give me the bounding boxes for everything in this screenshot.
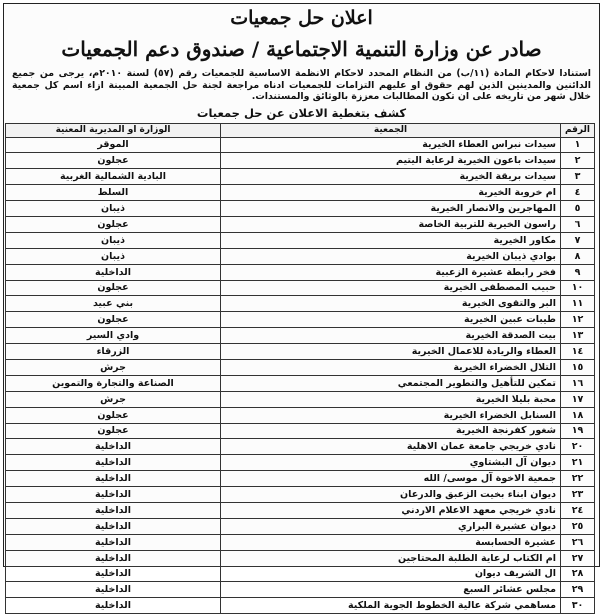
ministry-name: الداخلية — [6, 264, 221, 280]
table-row — [6, 566, 595, 582]
table-row — [6, 598, 595, 614]
association-name: نادي خريجي معهد الاعلام الاردني — [221, 502, 561, 518]
association-name: البر والتقوى الخيرية — [221, 296, 561, 312]
association-name: راسون الخيرية للتربية الخاصة — [221, 216, 561, 232]
row-number: ٤ — [561, 185, 595, 201]
row-number: ١٩ — [561, 423, 595, 439]
ministry-name: الداخلية — [6, 518, 221, 534]
notice-intro: استنادا لاحكام المادة (١١/ب) من النظام المحدد لاحكام الانظمة الاساسية للجمعيات رقم (٥٧) لسنة ٢٠١٠م، يرجى من جميع الدائنين والمدينين الذين لهم حقوق او عليهم التزامات للجمعيات ادناه مراجعة لجنة حل الجمعية المبينة ازاء اسم كل جمعية خلال شهر من تاريخه على ان تكون المطالبات معززة بالوثائق والمستندات. — [12, 68, 591, 103]
association-name: المهاجرين والانصار الخيرية — [221, 201, 561, 217]
ministry-name: ذيبان — [6, 232, 221, 248]
header-number: الرقم — [561, 123, 595, 137]
row-number: ٢٣ — [561, 487, 595, 503]
table-header-row — [6, 123, 595, 137]
association-name: جمعية الاخوة آل موسى/ الله — [221, 471, 561, 487]
association-name: حبيب المصطفى الخيرية — [221, 280, 561, 296]
association-name: ال الشريف ديوان — [221, 566, 561, 582]
header-ministry: الوزارة او المديرية المعنية — [6, 123, 221, 137]
association-name: تمكين للتأهيل والتطوير المجتمعي — [221, 375, 561, 391]
row-number: ١٠ — [561, 280, 595, 296]
association-name: العطاء والريادة للاعمال الخيرية — [221, 344, 561, 360]
ministry-name: الداخلية — [6, 487, 221, 503]
ministry-name: الصناعة والتجارة والتموين — [6, 375, 221, 391]
association-name: ام خروبة الخيرية — [221, 185, 561, 201]
association-name: مكاور الخيرية — [221, 232, 561, 248]
dissolution-notice — [3, 3, 600, 567]
ministry-name: جرش — [6, 391, 221, 407]
table-row — [6, 344, 595, 360]
table-row — [6, 137, 595, 153]
row-number: ٢٨ — [561, 566, 595, 582]
row-number: ٢٩ — [561, 582, 595, 598]
ministry-name: عجلون — [6, 280, 221, 296]
table-row — [6, 375, 595, 391]
association-name: عشيرة الحسابسة — [221, 534, 561, 550]
row-number: ٢٧ — [561, 550, 595, 566]
ministry-name: السلط — [6, 185, 221, 201]
association-name: نادي خريجي جامعة عمان الاهلية — [221, 439, 561, 455]
table-row — [6, 312, 595, 328]
ministry-name: وادي السير — [6, 328, 221, 344]
ministry-name: عجلون — [6, 423, 221, 439]
association-name: التلال الخضراء الخيرية — [221, 359, 561, 375]
row-number: ١١ — [561, 296, 595, 312]
ministry-name: الداخلية — [6, 550, 221, 566]
table-row — [6, 423, 595, 439]
row-number: ١٣ — [561, 328, 595, 344]
ministry-name: جرش — [6, 359, 221, 375]
header-association: الجمعية — [221, 123, 561, 137]
row-number: ١٨ — [561, 407, 595, 423]
ministry-name: عجلون — [6, 153, 221, 169]
row-number: ٢٠ — [561, 439, 595, 455]
association-name: سيدات باعون الخيرية لرعاية اليتيم — [221, 153, 561, 169]
table-row — [6, 201, 595, 217]
table-row — [6, 582, 595, 598]
ministry-name: الداخلية — [6, 502, 221, 518]
row-number: ٣ — [561, 169, 595, 185]
table-row — [6, 471, 595, 487]
table-row — [6, 534, 595, 550]
list-heading: كشف بتغطية الاعلان عن حل جمعيات — [4, 106, 599, 121]
ministry-name: الداخلية — [6, 598, 221, 614]
table-row — [6, 264, 595, 280]
notice-subtitle: صادر عن وزارة التنمية الاجتماعية / صندوق دعم الجمعيات — [4, 36, 599, 62]
table-row — [6, 153, 595, 169]
row-number: ٥ — [561, 201, 595, 217]
ministry-name: الداخلية — [6, 455, 221, 471]
table-row — [6, 280, 595, 296]
ministry-name: الداخلية — [6, 439, 221, 455]
row-number: ٢٢ — [561, 471, 595, 487]
table-row — [6, 391, 595, 407]
association-name: السنابل الخضراء الخيرية — [221, 407, 561, 423]
row-number: ٢٤ — [561, 502, 595, 518]
associations-table — [5, 123, 595, 614]
association-name: طيبات عبين الخيرية — [221, 312, 561, 328]
association-name: مجلس عشائر السبع — [221, 582, 561, 598]
row-number: ٢ — [561, 153, 595, 169]
row-number: ١ — [561, 137, 595, 153]
table-row — [6, 439, 595, 455]
ministry-name: الداخلية — [6, 534, 221, 550]
row-number: ٧ — [561, 232, 595, 248]
association-name: ديوان ابناء بخيت الزعبق والدرعان — [221, 487, 561, 503]
ministry-name: ذيبان — [6, 201, 221, 217]
notice-title: اعلان حل جمعيات — [4, 6, 599, 30]
ministry-name: البادية الشمالية الغربية — [6, 169, 221, 185]
row-number: ١٢ — [561, 312, 595, 328]
table-row — [6, 248, 595, 264]
table-row — [6, 407, 595, 423]
table-row — [6, 328, 595, 344]
table-row — [6, 550, 595, 566]
row-number: ٦ — [561, 216, 595, 232]
ministry-name: بني عبيد — [6, 296, 221, 312]
ministry-name: عجلون — [6, 216, 221, 232]
row-number: ٨ — [561, 248, 595, 264]
table-row — [6, 216, 595, 232]
association-name: سيدات نبراس العطاء الخيرية — [221, 137, 561, 153]
ministry-name: الزرقاء — [6, 344, 221, 360]
association-name: مساهمي شركة عالية الخطوط الجوية الملكية — [221, 598, 561, 614]
ministry-name: عجلون — [6, 407, 221, 423]
row-number: ١٧ — [561, 391, 595, 407]
row-number: ٢١ — [561, 455, 595, 471]
association-name: شغور كفرنجة الخيرية — [221, 423, 561, 439]
ministry-name: الداخلية — [6, 566, 221, 582]
row-number: ٢٥ — [561, 518, 595, 534]
table-row — [6, 518, 595, 534]
association-name: فخر رابطة عشيرة الزعبية — [221, 264, 561, 280]
association-name: سيدات بريقة الخيرية — [221, 169, 561, 185]
ministry-name: ذيبان — [6, 248, 221, 264]
ministry-name: الداخلية — [6, 471, 221, 487]
association-name: محبة بليلا الخيرية — [221, 391, 561, 407]
ministry-name: الموقر — [6, 137, 221, 153]
table-row — [6, 455, 595, 471]
table-row — [6, 185, 595, 201]
association-name: ديوان آل البشتاوي — [221, 455, 561, 471]
association-name: ام الكتاب لرعاية الطلبة المحتاجين — [221, 550, 561, 566]
ministry-name: عجلون — [6, 312, 221, 328]
table-row — [6, 359, 595, 375]
table-body — [6, 137, 595, 614]
table-row — [6, 502, 595, 518]
association-name: ديوان عشيرة البراري — [221, 518, 561, 534]
row-number: ٢٦ — [561, 534, 595, 550]
table-row — [6, 169, 595, 185]
association-name: بيت الصدقة الخيرية — [221, 328, 561, 344]
row-number: ٣٠ — [561, 598, 595, 614]
table-row — [6, 232, 595, 248]
row-number: ١٦ — [561, 375, 595, 391]
table-row — [6, 296, 595, 312]
ministry-name: الداخلية — [6, 582, 221, 598]
row-number: ١٥ — [561, 359, 595, 375]
row-number: ٩ — [561, 264, 595, 280]
row-number: ١٤ — [561, 344, 595, 360]
association-name: بوادي ذيبان الخيرية — [221, 248, 561, 264]
table-row — [6, 487, 595, 503]
